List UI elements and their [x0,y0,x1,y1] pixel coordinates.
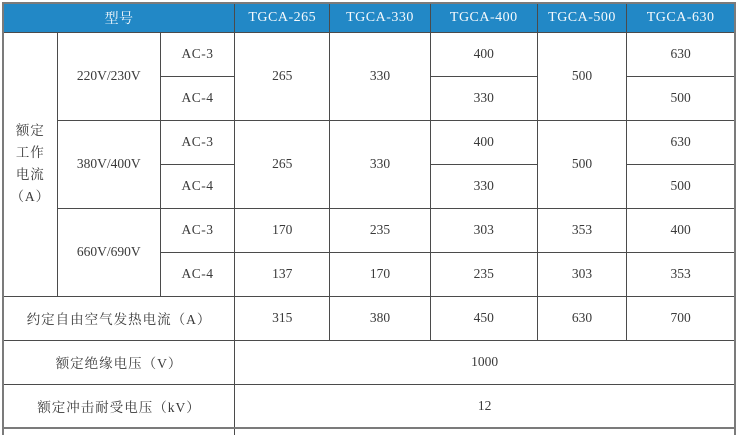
insulation-voltage-value-cell: 1000 [235,340,735,384]
value-cell: 700 [627,296,735,340]
table-row [3,208,735,252]
value-cell: 137 [235,252,330,296]
value-cell: 353 [537,208,626,252]
model-column-header: TGCA-500 [537,3,626,32]
table-row [3,340,735,384]
value-cell: 630 [537,296,626,340]
value-cell: 265 [235,120,330,208]
rated-current-label-cell [3,32,57,296]
value-cell: 170 [330,252,430,296]
value-cell: 303 [430,208,537,252]
rated-current-label-line: 工作 [15,145,45,160]
model-header-cell: 型号 [3,3,235,32]
ac-class-cell: AC-3 [160,208,234,252]
partial-value-cell [235,428,735,435]
value-cell: 303 [537,252,626,296]
value-cell: 235 [330,208,430,252]
ac-class-cell: AC-3 [160,32,234,76]
value-cell: 353 [627,252,735,296]
model-column-header: TGCA-265 [235,3,330,32]
spec-table [2,2,736,435]
rated-current-label-line: 电流 [15,167,45,182]
model-column-header: TGCA-400 [430,3,537,32]
value-cell: 400 [430,32,537,76]
impulse-voltage-value-cell: 12 [235,384,735,428]
voltage-cell: 660V/690V [57,208,160,296]
value-cell: 315 [235,296,330,340]
ac-class-cell: AC-4 [160,76,234,120]
value-cell: 170 [235,208,330,252]
rated-current-label-line: （A） [10,189,51,204]
value-cell: 330 [330,32,430,120]
value-cell: 330 [430,164,537,208]
table-row [3,296,735,340]
value-cell: 380 [330,296,430,340]
table-row [3,120,735,164]
thermal-current-label-cell: 约定自由空气发热电流（A） [3,296,235,340]
value-cell: 630 [627,32,735,76]
value-cell: 235 [430,252,537,296]
value-cell: 450 [430,296,537,340]
rated-current-label-line: 额定 [15,123,45,138]
voltage-cell: 220V/230V [57,32,160,120]
value-cell: 500 [627,76,735,120]
table-row [3,32,735,76]
table-header-row [3,3,735,32]
value-cell: 400 [627,208,735,252]
ac-class-cell: AC-4 [160,164,234,208]
ac-class-cell: AC-4 [160,252,234,296]
value-cell: 265 [235,32,330,120]
table-row-partial [3,428,735,435]
table-row [3,384,735,428]
value-cell: 630 [627,120,735,164]
insulation-voltage-label-cell: 额定绝缘电压（V） [3,340,235,384]
value-cell: 500 [537,32,626,120]
model-column-header: TGCA-330 [330,3,430,32]
value-cell: 500 [537,120,626,208]
voltage-cell: 380V/400V [57,120,160,208]
value-cell: 400 [430,120,537,164]
partial-label-cell [3,428,235,435]
model-column-header: TGCA-630 [627,3,735,32]
ac-class-cell: AC-3 [160,120,234,164]
value-cell: 330 [430,76,537,120]
impulse-voltage-label-cell: 额定冲击耐受电压（kV） [3,384,235,428]
value-cell: 500 [627,164,735,208]
value-cell: 330 [330,120,430,208]
